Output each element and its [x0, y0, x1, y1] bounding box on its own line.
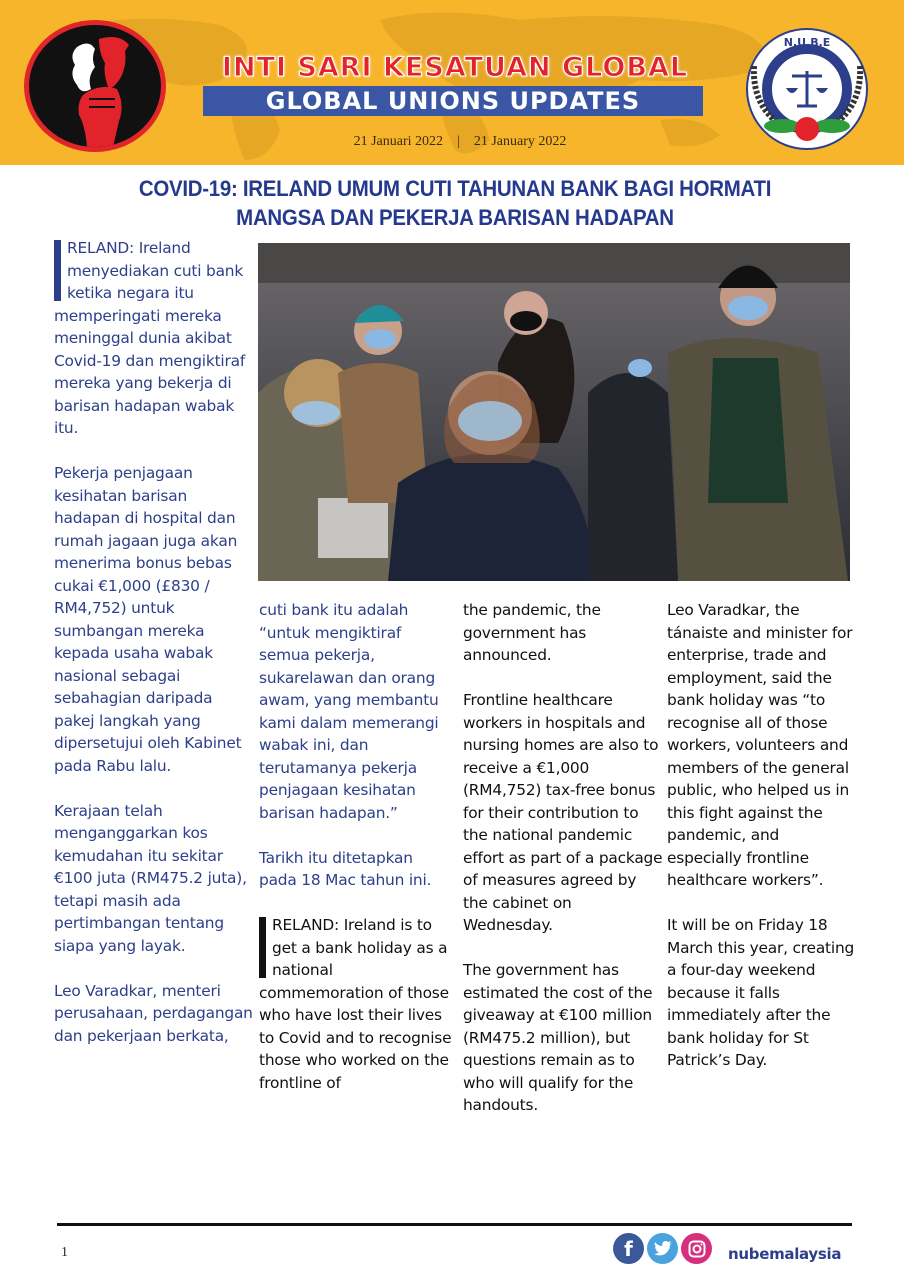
malay-paragraph-3: Kerajaan telah menganggarkan kos kemudahan itu sekitar €100 juta (RM475.2 juta), tetapi masih ada pertimbangan tentang siapa yang layak. [54, 801, 247, 955]
instagram-icon[interactable] [681, 1233, 712, 1264]
social-links [613, 1233, 712, 1264]
malay-column-1 [54, 237, 254, 1070]
date-separator: | [457, 134, 460, 149]
english-paragraph-3: Frontline healthcare workers in hospitals and nursing homes are also to receive a €1,000 (RM4,752) tax-free bonus for their contribution to the national pandemic effort as part of a package of measures agreed by the cabinet on Wednesday. [463, 691, 663, 934]
english-paragraph-6: It will be on Friday 18 March this year, creating a four-day weekend because it falls immediately after the bank holiday for St Patrick’s Day. [667, 916, 855, 1069]
malay-paragraph-5: cuti bank itu adalah “untuk mengiktiraf semua pekerja, sukarelawan dan orang awam, yang membantu kami dalam memerangi wabak ini, dan terutamanya pekerja penjagaan kesihatan barisan hadapan.” [259, 601, 439, 822]
mixed-column-2 [259, 599, 455, 1117]
masthead-banner [0, 0, 904, 165]
dropcap-bar [259, 917, 266, 978]
facebook-icon[interactable]: f [613, 1233, 644, 1264]
headline-line-1: COVID-19: IRELAND UMUM CUTI TAHUNAN BANK BAGI HORMATI [138, 176, 772, 201]
global-unions-fist-logo [24, 20, 166, 152]
nube-emblem-text: N.U.B.E [783, 36, 831, 49]
english-column-4 [667, 599, 857, 1094]
twitter-icon[interactable] [647, 1233, 678, 1264]
headline-line-2: MANGSA DAN PEKERJA BARISAN HADAPAN [236, 205, 674, 230]
date-malay: 21 Januari 2022 [353, 134, 444, 149]
nube-emblem-logo [742, 26, 872, 152]
date-english: 21 January 2022 [473, 134, 567, 149]
page-number: 1 [61, 1245, 68, 1260]
english-paragraph-1: RELAND: Ireland is to get a bank holiday as a national commemoration of those who have lost their lives to Covid and to recognise those who worked on the frontline of [259, 916, 452, 1092]
social-handle[interactable]: nubemalaysia [728, 1245, 842, 1263]
issue-dates [300, 134, 620, 150]
malay-paragraph-1: RELAND: Ireland menyediakan cuti bank ketika negara itu memperingati mereka meninggal dunia akibat Covid-19 dan mengiktiraf mereka yang bekerja di barisan hadapan wabak itu. [54, 239, 246, 437]
article-photo-masked-crowd [258, 243, 850, 581]
malay-paragraph-2: Pekerja penjagaan kesihatan barisan hadapan di hospital dan rumah jagaan juga akan menerima bonus bebas cukai €1,000 (£830 / RM4,752) untuk sumbangan mereka kepada usaha wabak nasional sebagai sebahagian daripada pakej langkah yang dipersetujui oleh Kabinet pada Rabu lalu. [54, 464, 242, 775]
newsletter-title-english: GLOBAL UNIONS UPDATES [203, 86, 703, 116]
footer-divider [57, 1223, 852, 1226]
english-column-3 [463, 599, 663, 1139]
article-headline [88, 174, 823, 232]
malay-paragraph-6: Tarikh itu ditetapkan pada 18 Mac tahun ini. [259, 848, 432, 889]
english-paragraph-2: the pandemic, the government has announced. [463, 601, 601, 664]
english-paragraph-5: Leo Varadkar, the tánaiste and minister for enterprise, trade and employment, said the bank holiday was “to recognise all of those workers, volunteers and members of the general public, who helped us in this fight against the pandemic, and especially frontline healthcare workers”. [667, 601, 853, 889]
newsletter-title-malay: INTI SARI KESATUAN GLOBAL [221, 52, 689, 83]
malay-paragraph-4: Leo Varadkar, menteri perusahaan, perdagangan dan pekerjaan berkata, [54, 981, 253, 1045]
english-paragraph-4: The government has estimated the cost of the giveaway at €100 million (RM475.2 million), but questions remain as to who will qualify for the handouts. [463, 961, 653, 1114]
dropcap-bar [54, 240, 61, 301]
